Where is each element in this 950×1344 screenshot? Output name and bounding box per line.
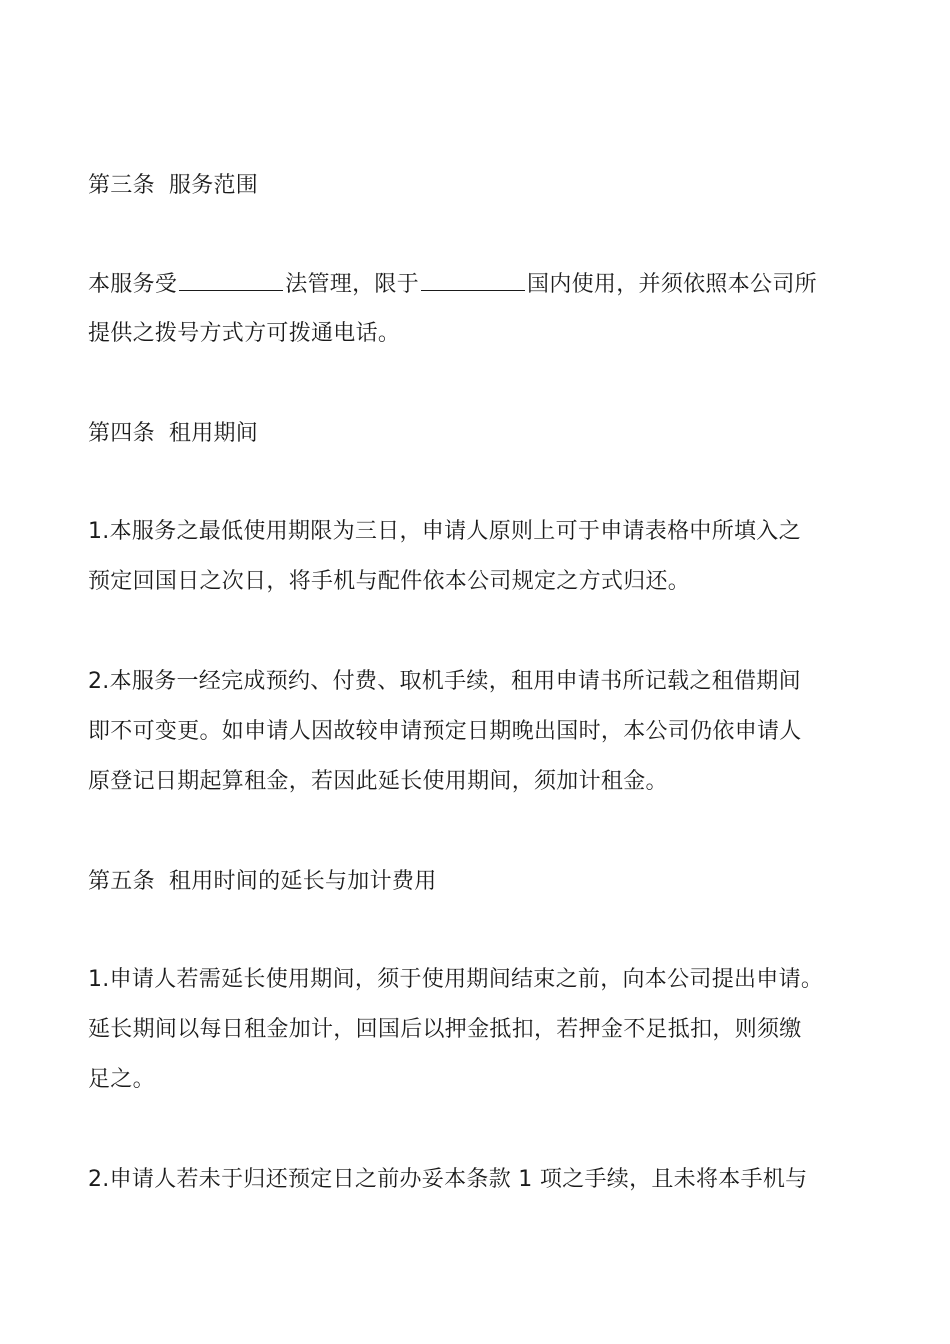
article-title: 服务范围 — [168, 173, 259, 198]
article-3-heading — [88, 172, 258, 200]
article-5-item-1-line-2: 延长期间以每日租金加计，回国后以押金抵扣，若押金不足抵扣，则须缴 — [88, 1017, 802, 1042]
article-4-item-1-line-1: 1.本服务之最低使用期限为三日，申请人原则上可于申请表格中所填入之 — [88, 519, 801, 544]
fill-in-blank — [179, 270, 283, 291]
article-title: 租用时间的延长与加计费用 — [168, 869, 437, 894]
article-5-item-1-line-3: 足之。 — [88, 1067, 155, 1092]
article-number: 第四条 — [88, 421, 155, 446]
article-number: 第三条 — [88, 173, 155, 198]
article-title: 租用期间 — [168, 421, 259, 446]
fill-in-blank — [421, 270, 525, 291]
article-4-item-2-line-2: 即不可变更。如申请人因故较申请预定日期晚出国时，本公司仍依申请人 — [88, 719, 802, 744]
article-5-item-1-line-1: 1.申请人若需延长使用期间，须于使用期间结束之前，向本公司提出申请。 — [88, 967, 824, 992]
article-4-item-2-line-3: 原登记日期起算租金，若因此延长使用期间，须加计租金。 — [88, 769, 668, 794]
article-number: 第五条 — [88, 869, 155, 894]
article-5-heading — [88, 868, 437, 896]
article-4-item-1-line-2: 预定回国日之次日，将手机与配件依本公司规定之方式归还。 — [88, 569, 691, 594]
article-3-paragraph-line-1 — [88, 270, 817, 299]
text-segment: 法管理，限于 — [285, 272, 420, 297]
article-3-paragraph-line-2: 提供之拨号方式方可拨通电话。 — [88, 321, 401, 346]
text-segment: 国内使用，并须依照本公司所 — [527, 272, 817, 297]
article-4-heading — [88, 420, 258, 448]
text-segment: 本服务受 — [88, 272, 178, 297]
article-5-item-2-line-1: 2.申请人若未于归还预定日之前办妥本条款 1 项之手续，且未将本手机与 — [88, 1167, 808, 1192]
article-4-item-2-line-1: 2.本服务一经完成预约、付费、取机手续，租用申请书所记载之租借期间 — [88, 669, 801, 694]
